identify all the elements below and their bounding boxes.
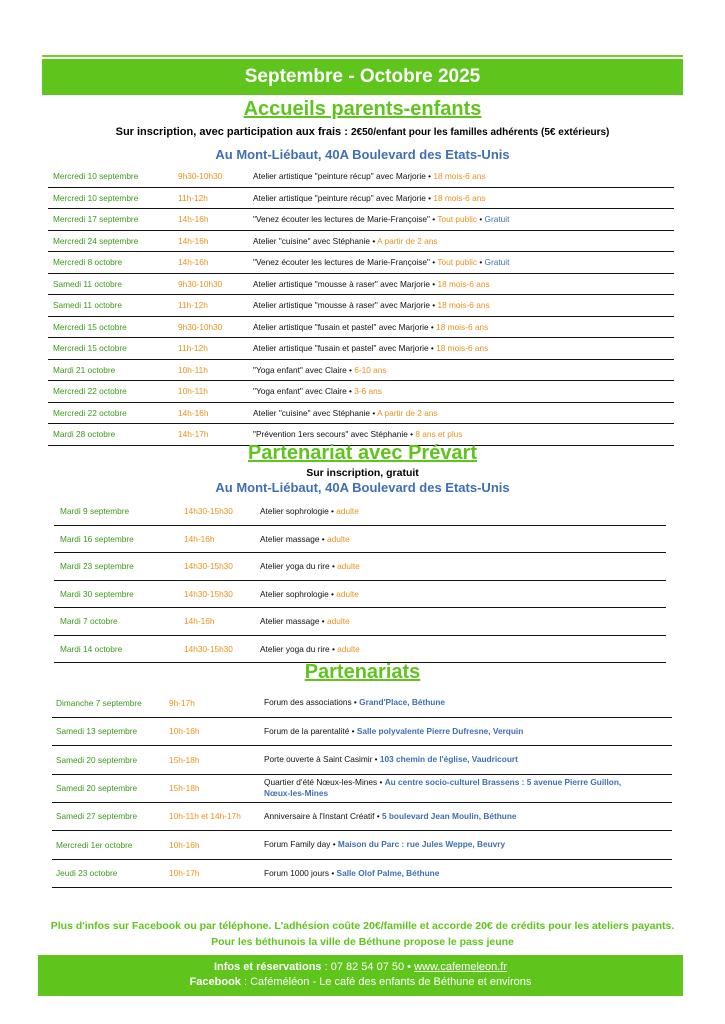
row-date: Samedi 11 octobre (53, 278, 123, 289)
section-title-accueils: Accueils parents-enfants (243, 98, 482, 120)
activity-text: Atelier artistique "peinture récup" avec Marjorie • (253, 171, 434, 182)
row-date: Mercredi 22 octobre (53, 386, 127, 397)
activity-place: 103 chemin de l'église, Vaudricourt (379, 754, 518, 765)
row-time: 14h30-15h30 (184, 561, 233, 572)
activity-tag: A partir de 2 ans (377, 235, 438, 246)
row-activity (264, 811, 517, 822)
activity-tag: Tout public (437, 257, 478, 268)
table-row (52, 860, 672, 889)
footer (38, 955, 683, 996)
activity-text: Atelier "cuisine" avec Stéphanie • (253, 235, 378, 246)
subtitle-rest: 2€50/enfant pour les familles adhérents (5€ extérieurs) (350, 127, 610, 138)
table-row (54, 498, 666, 526)
footer-facebook: : Caféméléon - Le café des enfants de Béthune et environs (240, 976, 532, 988)
row-time: 9h30-10h30 (178, 278, 223, 289)
row-activity (260, 561, 360, 571)
row-time: 14h-16h (178, 214, 209, 225)
section-location-accueils: Au Mont-Liébaut, 40A Boulevard des Etats-Unis (215, 147, 510, 162)
activity-text: Porte ouverte à Saint Casimir • (264, 754, 380, 765)
row-time: 9h30-10h30 (178, 321, 223, 332)
footer-line-1 (38, 960, 683, 975)
row-time: 14h30-15h30 (184, 506, 233, 517)
row-activity (264, 754, 518, 765)
row-date: Mardi 7 octobre (60, 616, 118, 627)
period-banner: Septembre - Octobre 2025 (42, 59, 683, 95)
table-row (52, 803, 672, 832)
table-row (48, 360, 674, 382)
row-date: Samedi 11 octobre (53, 300, 123, 311)
row-time: 10h-11h (178, 386, 208, 397)
row-date: Mercredi 22 octobre (53, 407, 127, 418)
row-activity (253, 322, 488, 332)
row-activity (260, 534, 350, 544)
row-activity (260, 589, 359, 599)
activity-tag: Tout public (437, 214, 478, 225)
activity-tag: A partir de 2 ans (377, 407, 438, 418)
activity-tag: 18 mois-6 ans (433, 192, 486, 203)
row-time: 14h-16h (178, 235, 209, 246)
row-activity (253, 386, 382, 396)
table-row (48, 274, 674, 296)
row-date: Samedi 27 septembre (56, 811, 138, 822)
activity-text: Atelier massage • (260, 533, 328, 544)
table-row (52, 718, 672, 747)
activity-tag: adulte (327, 616, 350, 627)
row-activity (260, 506, 359, 516)
row-time: 10h-17h (169, 868, 200, 879)
activity-text: Forum des associations • (264, 697, 360, 708)
row-time: 14h-16h (178, 257, 209, 268)
section-location-prevart: Au Mont-Liébaut, 40A Boulevard des Etats-Unis (215, 480, 510, 495)
row-activity (260, 616, 350, 626)
row-time: 15h-18h (169, 783, 200, 793)
row-date: Mercredi 10 septembre (53, 171, 139, 182)
row-time: 14h-16h (184, 616, 215, 627)
footer-label-infos: Infos et réservations (213, 961, 322, 973)
table-row (48, 252, 674, 274)
section-title-prevart: Partenariat avec Prévart (247, 442, 478, 464)
activity-tag-2: Gratuit (484, 257, 510, 268)
row-time: 10h-11h (178, 364, 208, 375)
activity-text: Atelier sophrologie • (260, 588, 337, 599)
row-time: 9h-17h (169, 697, 195, 708)
row-date: Jeudi 23 octobre (56, 868, 118, 879)
row-time: 11h-12h (178, 192, 208, 203)
row-date: Samedi 20 septembre (56, 783, 138, 793)
row-time: 10h-16h (169, 726, 200, 737)
row-activity (253, 236, 438, 246)
activity-tag: 6-10 ans (354, 364, 387, 375)
activity-place: Au centre socio-culturel Brassens : 5 avenue Pierre Guillon, (384, 777, 622, 787)
row-date: Mercredi 1er octobre (56, 839, 133, 850)
info-line-2: Pour les béthunois la ville de Béthune propose le pass jeune (211, 936, 514, 948)
section-title-partenariats: Partenariats (304, 661, 421, 683)
table-row (54, 526, 666, 554)
table-row (52, 831, 672, 860)
activity-tag: 18 mois-6 ans (436, 321, 489, 332)
activity-text: "Yoga enfant" avec Claire • (253, 364, 355, 375)
row-activity: "Venez écouter les lectures de Marie-Françoise" • Tout public • Gratuit (253, 257, 510, 268)
footer-label-facebook: Facebook (189, 976, 241, 988)
activity-place: Salle Olof Palme, Béthune (336, 867, 440, 878)
table-row (54, 553, 666, 581)
table-row (48, 209, 674, 231)
activity-place-2: Nœux-les-Mines (264, 788, 329, 798)
row-time: 14h-16h (178, 407, 209, 418)
row-time: 14h30-15h30 (184, 643, 233, 654)
footer-website-link[interactable]: www.cafemeleon.fr (414, 961, 508, 973)
row-date: Dimanche 7 septembre (56, 697, 142, 708)
section-subtitle-accueils (0, 126, 725, 138)
activity-text: Atelier artistique "fusain et pastel" avec Marjorie • (253, 343, 437, 354)
table-row (48, 338, 674, 360)
row-activity (264, 697, 445, 708)
row-time: 10h-16h (169, 839, 200, 850)
row-date: Samedi 20 septembre (56, 754, 138, 765)
row-date: Samedi 13 septembre (56, 726, 138, 737)
row-activity (264, 839, 505, 850)
row-activity (253, 279, 490, 289)
row-date: Mardi 9 septembre (60, 506, 130, 517)
activity-text: Atelier massage • (260, 616, 328, 627)
activity-place: Grand'Place, Béthune (359, 697, 446, 708)
table-row (52, 746, 672, 775)
table-row (48, 231, 674, 253)
row-date: Mercredi 15 octobre (53, 343, 127, 354)
accueils-table (48, 166, 674, 446)
table-row (54, 608, 666, 636)
row-activity (253, 408, 438, 418)
row-time: 14h-17h (178, 429, 209, 440)
activity-text: Anniversaire à l'Instant Créatif • (264, 810, 382, 821)
activity-text: Forum de la parentalité • (264, 725, 357, 736)
row-activity (253, 193, 485, 203)
table-row (52, 689, 672, 718)
row-date: Mercredi 15 octobre (53, 321, 127, 332)
partenariats-table (52, 689, 672, 888)
table-row (48, 188, 674, 210)
row-date: Mardi 30 septembre (60, 588, 134, 599)
activity-tag: 3-6 ans (354, 386, 382, 397)
table-row (48, 295, 674, 317)
activity-tag: 18 mois-6 ans (433, 171, 486, 182)
section-subtitle-prevart: Sur inscription, gratuit (306, 467, 419, 479)
activity-place: Maison du Parc : rue Jules Weppe, Beuvry (337, 839, 506, 850)
row-time: 14h30-15h30 (184, 588, 233, 599)
row-time: 11h-12h (178, 300, 208, 311)
row-time: 14h-16h (184, 533, 215, 544)
activity-text: Atelier artistique "peinture récup" avec Marjorie • (253, 192, 434, 203)
footer-phone: : 07 82 54 07 50 • (321, 961, 415, 973)
activity-tag: 18 mois-6 ans (437, 278, 490, 289)
row-date: Mercredi 24 septembre (53, 235, 139, 246)
table-row (54, 636, 666, 664)
row-activity (264, 868, 439, 879)
activity-text: Atelier artistique "mousse à raser" avec Marjorie • (253, 300, 438, 311)
activity-text: Forum 1000 jours • (264, 867, 337, 878)
row-time: 10h-11h et 14h-17h (169, 811, 241, 822)
row-activity (253, 365, 387, 375)
activity-text: Quartier d'été Nœux-les-Mines • (264, 777, 385, 787)
row-activity (264, 777, 621, 799)
info-line-1: Plus d'infos sur Facebook ou par téléphone. L'adhésion coûte 20€/famille et accorde 20€ de crédits pour les ateliers payants. (50, 920, 675, 932)
row-activity (253, 343, 488, 353)
row-activity (264, 726, 523, 737)
activity-tag: 8 ans et plus (415, 429, 463, 440)
activity-text: "Venez écouter les lectures de Marie-Françoise" • (253, 257, 438, 268)
activity-tag: adulte (337, 561, 360, 572)
row-date: Mercredi 17 septembre (53, 214, 139, 225)
row-activity (260, 644, 360, 654)
activity-text: "Venez écouter les lectures de Marie-Françoise" • (253, 214, 438, 225)
activity-tag: adulte (336, 588, 359, 599)
activity-place: 5 boulevard Jean Moulin, Béthune (381, 810, 517, 821)
row-date: Mercredi 10 septembre (53, 192, 139, 203)
row-activity: "Venez écouter les lectures de Marie-Françoise" • Tout public • Gratuit (253, 214, 510, 225)
activity-text: Atelier sophrologie • (260, 506, 337, 517)
table-row (54, 581, 666, 609)
subtitle-bold: Sur inscription, avec participation aux frais : (115, 126, 351, 138)
activity-tag: adulte (327, 533, 350, 544)
activity-place: Salle polyvalente Pierre Dufresne, Verquin (356, 725, 524, 736)
activity-tag: 18 mois-6 ans (437, 300, 490, 311)
row-date: Mardi 21 octobre (53, 364, 116, 375)
row-time: 15h-18h (169, 754, 200, 765)
row-activity (253, 171, 485, 181)
row-date: Mardi 16 septembre (60, 533, 134, 544)
row-time: 11h-12h (178, 343, 208, 354)
footer-line-2 (38, 975, 683, 990)
activity-text: Atelier artistique "fusain et pastel" avec Marjorie • (253, 321, 437, 332)
row-date: Mardi 23 septembre (60, 561, 134, 572)
table-row (48, 403, 674, 425)
activity-text: "Prévention 1ers secours" avec Stéphanie • (253, 429, 416, 440)
table-row (48, 166, 674, 188)
table-row (52, 775, 672, 803)
activity-text: Atelier artistique "mousse à raser" avec Marjorie • (253, 278, 438, 289)
activity-text: Forum Family day • (264, 839, 338, 850)
activity-text: Atelier "cuisine" avec Stéphanie • (253, 407, 378, 418)
top-divider (42, 55, 683, 57)
activity-text: Atelier yoga du rire • (260, 643, 338, 654)
activity-tag: 18 mois-6 ans (436, 343, 489, 354)
row-time: 9h30-10h30 (178, 171, 223, 182)
row-date: Mardi 28 octobre (53, 429, 116, 440)
row-activity (253, 300, 490, 310)
row-date: Mercredi 8 octobre (53, 257, 123, 268)
table-row (48, 317, 674, 339)
row-activity (253, 429, 462, 439)
activity-tag: adulte (337, 643, 360, 654)
activity-text: "Yoga enfant" avec Claire • (253, 386, 355, 397)
activity-text: Atelier yoga du rire • (260, 561, 338, 572)
table-row (48, 381, 674, 403)
activity-tag: adulte (336, 506, 359, 517)
prevart-table (54, 498, 666, 663)
activity-tag-2: Gratuit (484, 214, 510, 225)
row-date: Mardi 14 octobre (60, 643, 123, 654)
